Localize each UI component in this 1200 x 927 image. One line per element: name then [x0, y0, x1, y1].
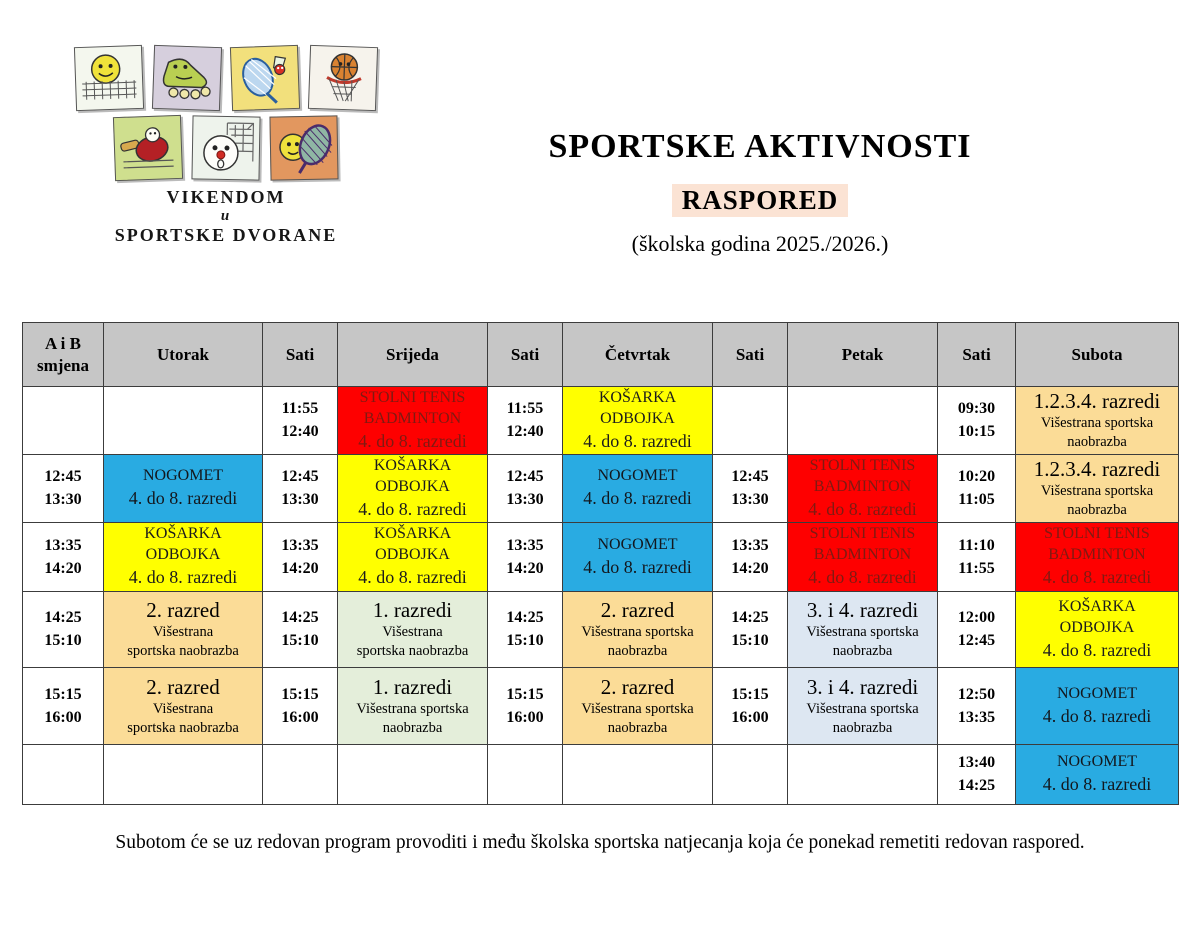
empty-cell: [23, 387, 104, 455]
schedule-cell: NOGOMET 4. do 8. razredi: [563, 522, 713, 591]
schedule-cell: 1.2.3.4. razredi Višestrana sportska naobrazba: [1016, 454, 1179, 522]
schedule-cell: 2. razred Višestrana sportska naobrazba: [104, 667, 263, 744]
time-cell: 12:45 13:30: [23, 454, 104, 522]
time-cell: 15:15 16:00: [713, 667, 788, 744]
time-cell: 13:35 14:20: [263, 522, 338, 591]
empty-cell: [23, 744, 104, 804]
table-row: [23, 591, 1179, 667]
empty-cell: [563, 744, 713, 804]
schedule-cell: 2. razred Višestrana sportska naobrazba: [563, 667, 713, 744]
schedule-cell: NOGOMET 4. do 8. razredi: [1016, 667, 1179, 744]
schedule-cell: KOŠARKA ODBOJKA 4. do 8. razredi: [338, 522, 488, 591]
time-cell: 12:45 13:30: [263, 454, 338, 522]
column-header-5: Četvrtak: [563, 323, 713, 387]
column-header-2: Sati: [263, 323, 338, 387]
table-row: [23, 667, 1179, 744]
empty-cell: [713, 387, 788, 455]
empty-cell: [104, 744, 263, 804]
column-header-4: Sati: [488, 323, 563, 387]
time-cell: 11:55 12:40: [263, 387, 338, 455]
school-year: (školska godina 2025./2026.): [631, 231, 889, 256]
time-cell: 12:50 13:35: [938, 667, 1016, 744]
page-subtitle: RASPORED: [672, 184, 849, 217]
tennis-racket-icon: [269, 115, 338, 180]
empty-cell: [713, 744, 788, 804]
time-cell: 11:55 12:40: [488, 387, 563, 455]
badminton-icon: [230, 45, 300, 111]
schedule-cell: KOŠARKA ODBOJKA 4. do 8. razredi: [1016, 591, 1179, 667]
logo-icon-grid: [58, 46, 394, 180]
logo-caption-line2: u: [220, 207, 232, 224]
schedule-cell: 2. razred Višestrana sportska naobrazba: [563, 591, 713, 667]
schedule-cell: 2. razred Višestrana sportska naobrazba: [104, 591, 263, 667]
table-row: [23, 744, 1179, 804]
column-header-1: Utorak: [104, 323, 263, 387]
schedule-cell: NOGOMET 4. do 8. razredi: [104, 454, 263, 522]
time-cell: 15:15 16:00: [488, 667, 563, 744]
schedule-cell: STOLNI TENIS BADMINTON 4. do 8. razredi: [788, 522, 938, 591]
schedule-cell: 1.2.3.4. razredi Višestrana sportska naobrazba: [1016, 387, 1179, 455]
logo-caption: [58, 187, 394, 246]
column-header-7: Petak: [788, 323, 938, 387]
schedule-cell: NOGOMET 4. do 8. razredi: [563, 454, 713, 522]
schedule-cell: STOLNI TENIS BADMINTON 4. do 8. razredi: [338, 387, 488, 455]
schedule-cell: KOŠARKA ODBOJKA 4. do 8. razredi: [104, 522, 263, 591]
time-cell: 13:35 14:20: [488, 522, 563, 591]
time-cell: 14:25 15:10: [263, 591, 338, 667]
time-cell: 12:00 12:45: [938, 591, 1016, 667]
column-header-3: Srijeda: [338, 323, 488, 387]
time-cell: 14:25 15:10: [23, 591, 104, 667]
time-cell: 12:45 13:30: [713, 454, 788, 522]
time-cell: 14:25 15:10: [488, 591, 563, 667]
schedule-cell: STOLNI TENIS BADMINTON 4. do 8. razredi: [1016, 522, 1179, 591]
empty-cell: [263, 744, 338, 804]
logo-caption-line3: SPORTSKE DVORANE: [114, 224, 338, 245]
schedule-cell: NOGOMET 4. do 8. razredi: [1016, 744, 1179, 804]
time-cell: 14:25 15:10: [713, 591, 788, 667]
empty-cell: [788, 744, 938, 804]
page-title: SPORTSKE AKTIVNOSTI: [548, 128, 972, 165]
column-header-9: Subota: [1016, 323, 1179, 387]
heading: [430, 128, 1090, 257]
schedule-cell: KOŠARKA ODBOJKA 4. do 8. razredi: [563, 387, 713, 455]
schedule-cell: 3. i 4. razredi Višestrana sportska naobrazba: [788, 667, 938, 744]
empty-cell: [488, 744, 563, 804]
schedule-table: [22, 322, 1179, 805]
table-row: [23, 387, 1179, 455]
basketball-hoop-icon: [308, 45, 378, 111]
football-goal-icon: [191, 115, 260, 180]
schedule-cell: 3. i 4. razredi Višestrana sportska naobrazba: [788, 591, 938, 667]
schedule-cell: KOŠARKA ODBOJKA 4. do 8. razredi: [338, 454, 488, 522]
schedule-cell: STOLNI TENIS BADMINTON 4. do 8. razredi: [788, 454, 938, 522]
empty-cell: [338, 744, 488, 804]
column-header-8: Sati: [938, 323, 1016, 387]
schedule-table-wrap: [22, 322, 1179, 805]
tennis-net-ball-icon: [74, 45, 144, 111]
time-cell: 13:40 14:25: [938, 744, 1016, 804]
time-cell: 15:15 16:00: [263, 667, 338, 744]
column-header-6: Sati: [713, 323, 788, 387]
table-row: [23, 522, 1179, 591]
empty-cell: [104, 387, 263, 455]
column-header-0: A i B smjena: [23, 323, 104, 387]
schedule-cell: 1. razredi Višestrana sportska naobrazba: [338, 667, 488, 744]
logo-caption-line1: VIKENDOM: [166, 187, 286, 207]
time-cell: 09:30 10:15: [938, 387, 1016, 455]
logo: [58, 46, 394, 268]
table-row: [23, 454, 1179, 522]
empty-cell: [788, 387, 938, 455]
time-cell: 13:35 14:20: [713, 522, 788, 591]
time-cell: 11:10 11:55: [938, 522, 1016, 591]
table-tennis-icon: [113, 115, 183, 181]
schedule-cell: 1. razredi Višestrana sportska naobrazba: [338, 591, 488, 667]
time-cell: 10:20 11:05: [938, 454, 1016, 522]
time-cell: 12:45 13:30: [488, 454, 563, 522]
footer-note: Subotom će se uz redovan program provoditi i među školska sportska natjecanja koja će ponekad remetiti redovan raspored.: [115, 832, 1085, 853]
time-cell: 13:35 14:20: [23, 522, 104, 591]
roller-skate-icon: [152, 45, 222, 111]
time-cell: 15:15 16:00: [23, 667, 104, 744]
